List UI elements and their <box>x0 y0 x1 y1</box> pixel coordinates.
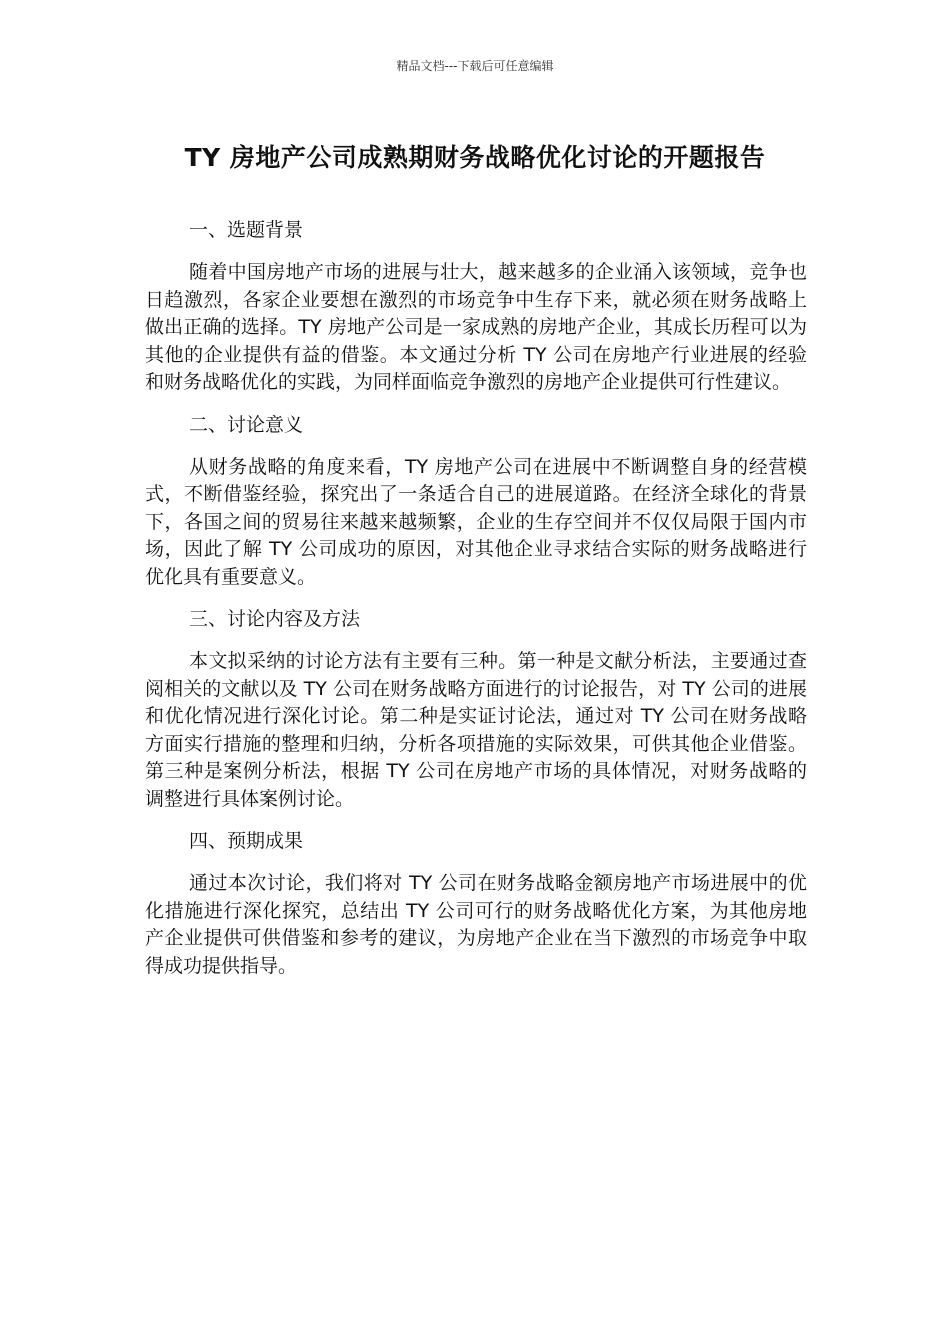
section-heading: 三、讨论内容及方法 <box>189 608 361 630</box>
section-heading: 二、讨论意义 <box>189 413 304 436</box>
page-header-watermark: 精品文档---下载后可任意编辑 <box>396 59 554 73</box>
section-heading: 一、选题背景 <box>189 219 304 241</box>
section-background <box>145 216 807 397</box>
section-content-methods <box>145 605 807 813</box>
document-body <box>145 216 807 994</box>
section-expected-results <box>145 827 807 980</box>
section-paragraph: 随着中国房地产市场的进展与壮大，越来越多的企业涌入该领域，竞争也日趋激烈，各家企业要想在激烈的市场竞争中生存下来，就必须在财务战略上做出正确的选择。TY 房地产公司是一家成熟的房地产企业，其成长历程可以为其他的企业提供有益的借鉴。本文通过分析 TY 公司在房地产行业进展的经验和财务战略优化的实践，为同样面临竞争激烈的房地产企业提供可行性建议。 <box>145 261 807 393</box>
document-title: TY 房地产公司成熟期财务战略优化讨论的开题报告 <box>184 143 766 172</box>
section-paragraph: 本文拟采纳的讨论方法有主要有三种。第一种是文献分析法，主要通过查阅相关的文献以及 TY 公司在财务战略方面进行的讨论报告，对 TY 公司的进展和优化情况进行深化讨论。第二种是实证讨论法，通过对 TY 公司在财务战略方面实行措施的整理和归纳，分析各项措施的实际效果，可供其他企业借鉴。第三种是案例分析法，根据 TY 公司在房地产市场的具体情况，对财务战略的调整进行具体案例讨论。 <box>145 650 807 810</box>
section-significance <box>145 411 807 592</box>
section-heading: 四、预期成果 <box>189 830 304 852</box>
section-paragraph: 通过本次讨论，我们将对 TY 公司在财务战略金额房地产市场进展中的优化措施进行深化探究，总结出 TY 公司可行的财务战略优化方案，为其他房地产企业提供可供借鉴和参考的建议，为房地产企业在当下激烈的市场竞争中取得成功提供指导。 <box>145 872 807 977</box>
section-paragraph: 从财务战略的角度来看，TY 房地产公司在进展中不断调整自身的经营模式，不断借鉴经验，探究出了一条适合自己的进展道路。在经济全球化的背景下，各国之间的贸易往来越来越频繁，企业的生存空间并不仅仅局限于国内市场，因此了解 TY 公司成功的原因，对其他企业寻求结合实际的财务战略进行优化具有重要意义。 <box>145 455 807 588</box>
